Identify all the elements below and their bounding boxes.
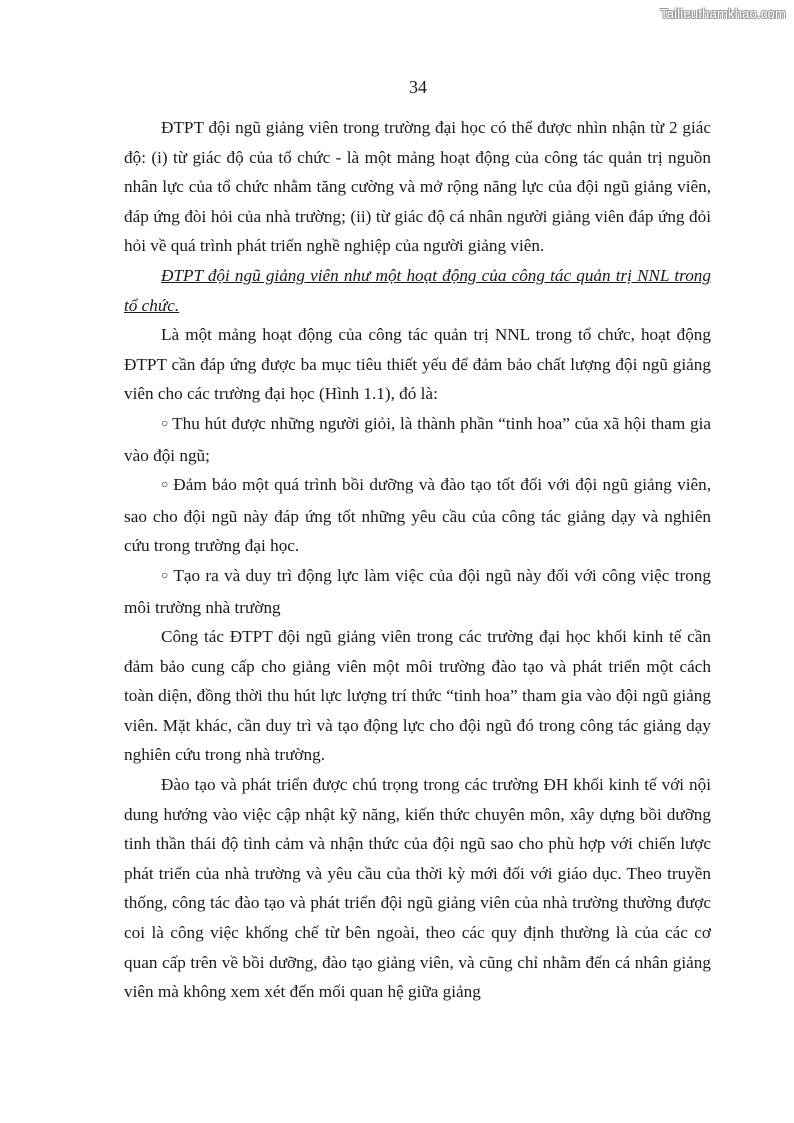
bullet-item-1: ○ Thu hút được những người giỏi, là thành phần “tinh hoa” của xã hội tham gia vào đội ngũ;	[124, 409, 711, 470]
page-number: 34	[409, 77, 427, 97]
paragraph-economic-universities: Công tác ĐTPT đội ngũ giảng viên trong các trường đại học khối kinh tế cần đảm bảo cung cấp cho giảng viên một môi trường đào tạo và phát triển một cách toàn diện, đồng thời thu hút lực lượng trí thức “tinh hoa” tham gia vào đội ngũ giảng viên. Mặt khác, cần duy trì và tạo động lực cho đội ngũ đó trong công tác giảng dạy nghiên cứu trong nhà trường.	[124, 627, 711, 765]
document-body	[124, 113, 711, 1007]
paragraph-training-development: Đào tạo và phát triển được chú trọng trong các trường ĐH khối kinh tế với nội dung hướng vào việc cập nhật kỹ năng, kiến thức chuyên môn, xây dựng bồi dưỡng tinh thần thái độ tình cảm và nhận thức của đội ngũ sao cho phù hợp với chiến lược phát triển của nhà trường và yêu cầu của thời kỳ mới đối với giáo dục. Theo truyền thống, công tác đào tạo và phát triển đội ngũ giảng viên của nhà trường thường được coi là công việc khống chế từ bên ngoài, theo các quy định thường là của các cơ quan cấp trên về bồi dưỡng, đào tạo giảng viên, và cũng chỉ nhằm đến cá nhân giảng viên mà không xem xét đến mối quan hệ giữa giảng	[124, 775, 711, 1002]
bullet-item-2: ○ Đảm bảo một quá trình bồi dưỡng và đào tạo tốt đối với đội ngũ giảng viên, sao cho đội ngũ này đáp ứng tốt những yêu cầu của công tác giảng dạy và nghiên cứu trong trường đại học.	[124, 470, 711, 561]
watermark-text: Tailieuthamkhao.com	[660, 6, 786, 21]
section-heading: ĐTPT đội ngũ giảng viên như một hoạt động của công tác quản trị NNL trong tổ chức.	[124, 265, 711, 315]
paragraph-intro: ĐTPT đội ngũ giảng viên trong trường đại học có thể được nhìn nhận từ 2 giác độ: (i) từ giác độ của tổ chức - là một mảng hoạt động của công tác quản trị nguồn nhân lực của tổ chức nhằm tăng cường và mở rộng năng lực của đội ngũ giảng viên, đáp ứng đòi hỏi của nhà trường; (ii) từ giác độ cá nhân người giảng viên đáp ứng đỏi hỏi về quá trình phát triển nghề nghiệp của người giảng viên.	[124, 118, 711, 256]
paragraph-objectives: Là một mảng hoạt động của công tác quản trị NNL trong tổ chức, hoạt động ĐTPT cần đáp ứng được ba mục tiêu thiết yếu để đảm bảo chất lượng đội ngũ giảng viên cho các trường đại học (Hình 1.1), đó là:	[124, 325, 711, 404]
bullet-item-3: ○ Tạo ra và duy trì động lực làm việc của đội ngũ này đối với công việc trong môi trường nhà trường	[124, 561, 711, 622]
